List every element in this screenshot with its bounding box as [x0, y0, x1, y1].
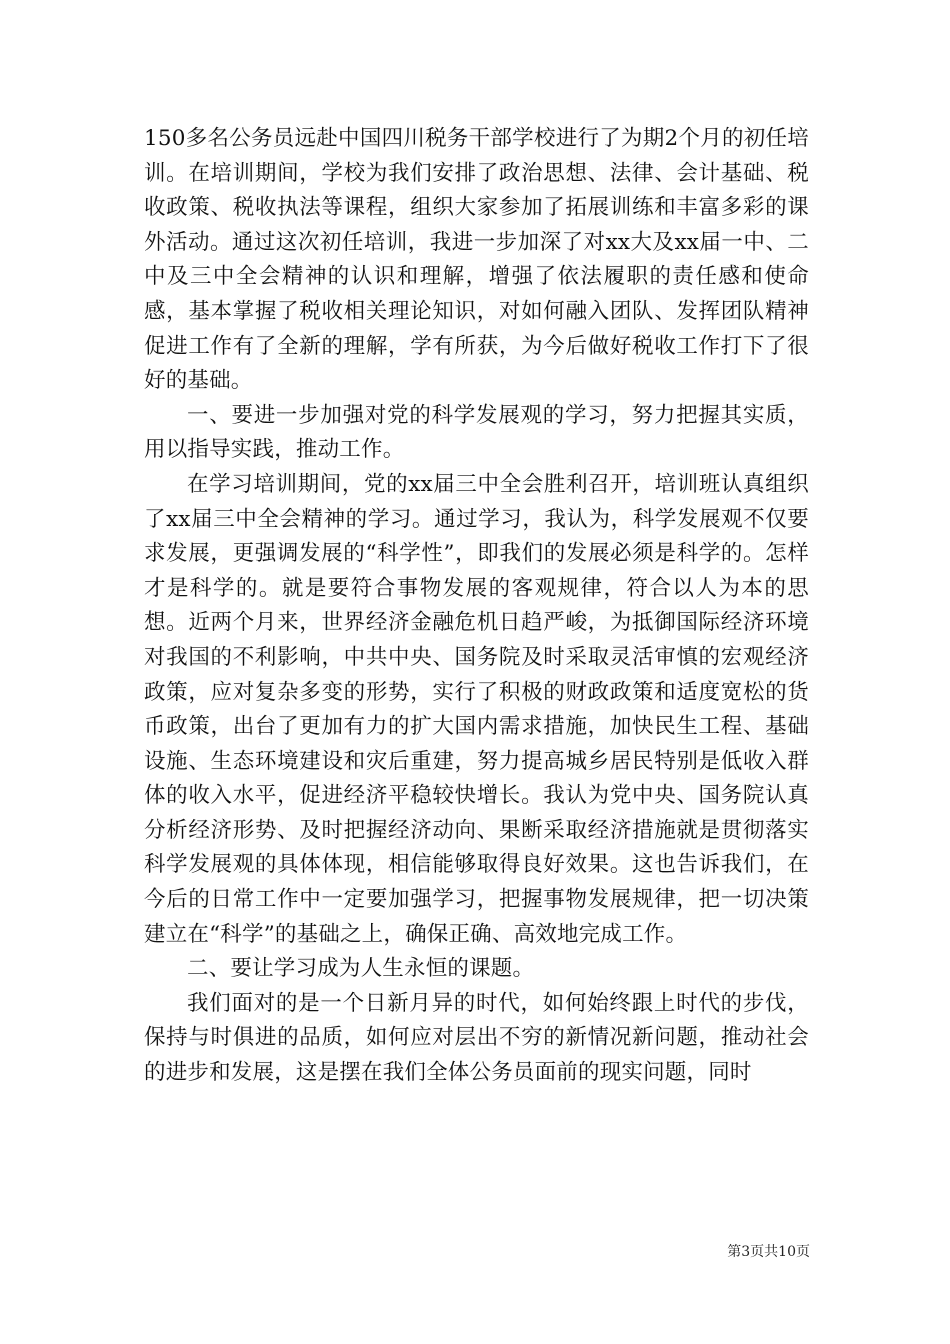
heading-section-one: 一、要进一步加强对党的科学发展观的学习，努力把握其实质，用以指导实践，推动工作。 — [144, 402, 809, 463]
paragraph-lifelong-learning: 我们面对的是一个日新月异的时代，如何始终跟上时代的步伐，保持与时俱进的品质，如何应对层出不穷的新情况新问题，推动社会的进步和发展，这是摆在我们全体公务员面前的现实问题，同时 — [144, 990, 809, 1086]
paragraph-training-summary: 150多名公务员远赴中国四川税务干部学校进行了为期2个月的初任培训。在培训期间，学校为我们安排了政治思想、法律、会计基础、税收政策、税收执法等课程，组织大家参加了拓展训练和丰富多彩的课外活动。通过这次初任培训，我进一步加深了对xx大及xx届一中、二中及三中全会精神的认识和理解，增强了依法履职的责任感和使命感，基本掌握了税收相关理论知识，对如何融入团队、发挥团队精神促进工作有了全新的理解，学有所获，为今后做好税收工作打下了很好的基础。 — [144, 126, 809, 394]
heading-section-two: 二、要让学习成为人生永恒的课题。 — [187, 956, 535, 982]
page-number: 第3页共10页 — [727, 1244, 810, 1260]
document-body — [144, 122, 809, 1091]
paragraph-scientific-development: 在学习培训期间，党的xx届三中全会胜利召开，培训班认真组织了xx届三中全会精神的学习。通过学习，我认为，科学发展观不仅要求发展，更强调发展的“科学性”，即我们的发展必须是科学的。怎样才是科学的。就是要符合事物发展的客观规律，符合以人为本的思想。近两个月来，世界经济金融危机日趋严峻，为抵御国际经济环境对我国的不利影响，中共中央、国务院及时采取灵活审慎的宏观经济政策，应对复杂多变的形势，实行了积极的财政政策和适度宽松的货币政策，出台了更加有力的扩大国内需求措施，加快民生工程、基础设施、生态环境建设和灾后重建，努力提高城乡居民特别是低收入群体的收入水平，促进经济平稳较快增长。我认为党中央、国务院认真分析经济形势、及时把握经济动向、果断采取经济措施就是贯彻落实科学发展观的具体体现，相信能够取得良好效果。这也告诉我们，在今后的日常工作中一定要加强学习，把握事物发展规律，把一切决策建立在“科学”的基础之上，确保正确、高效地完成工作。 — [144, 471, 809, 947]
